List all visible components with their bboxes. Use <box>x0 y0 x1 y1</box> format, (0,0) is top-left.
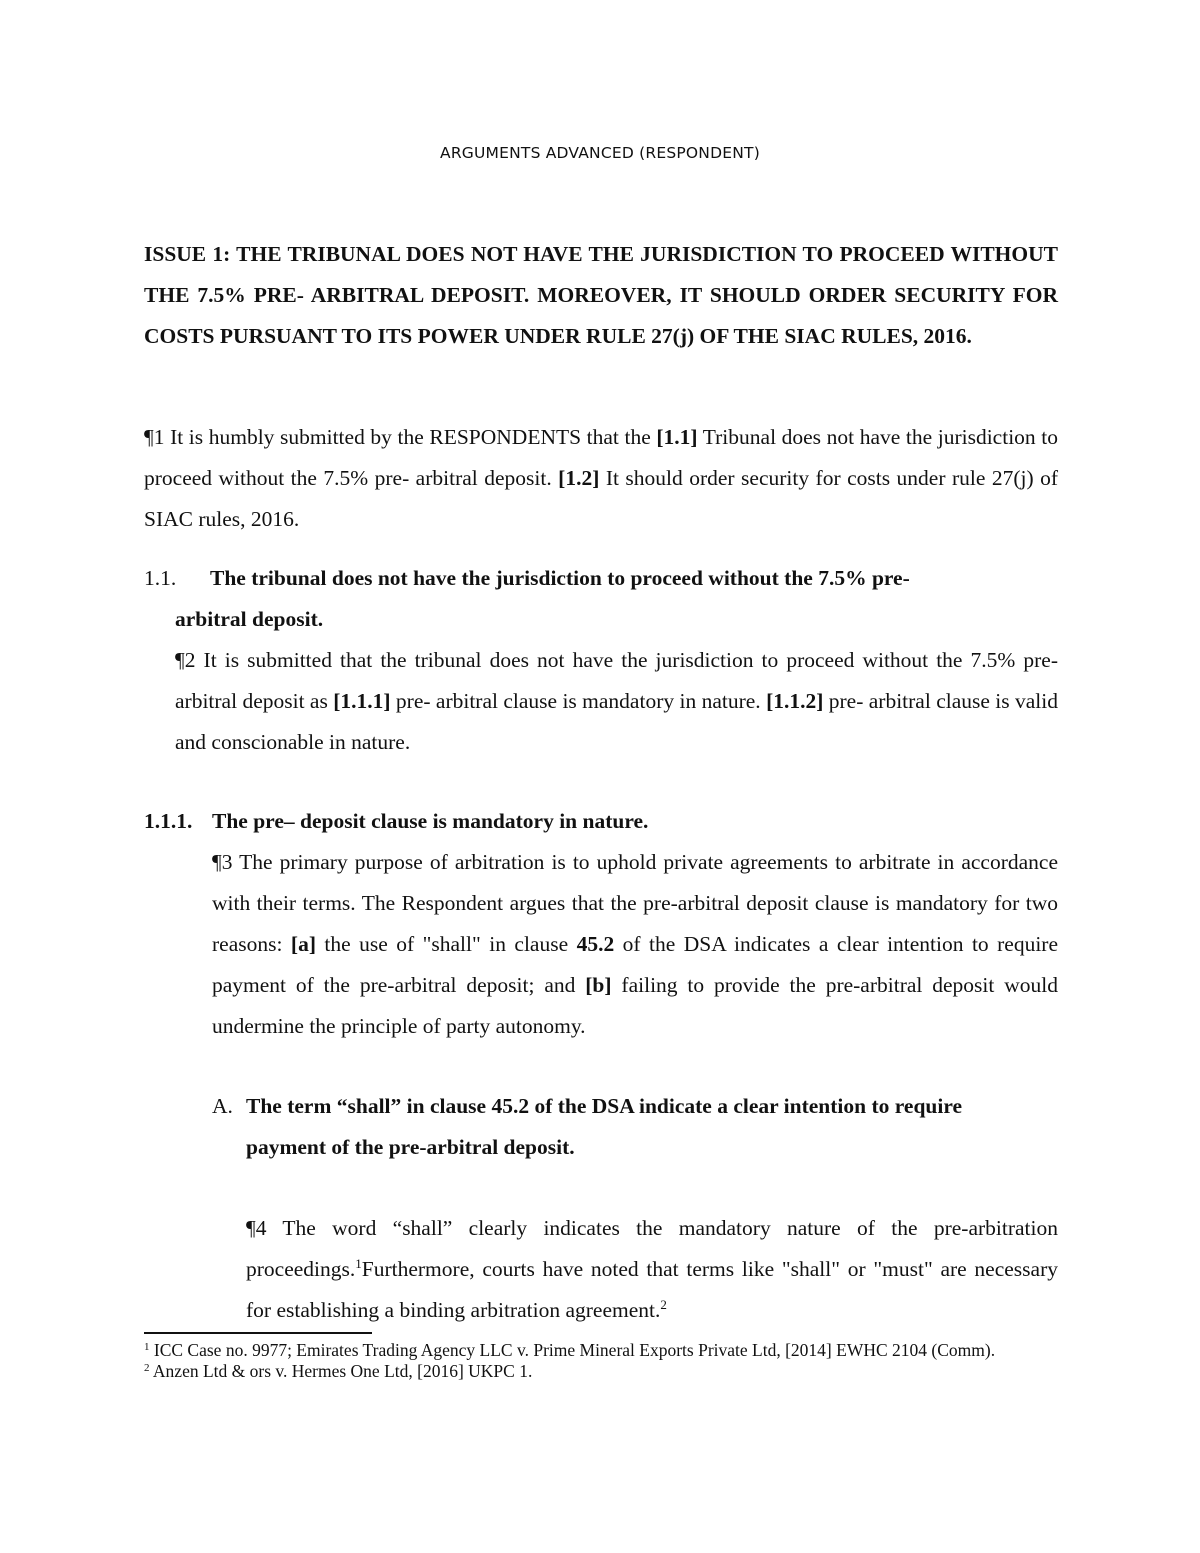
section-1-1-heading <box>144 558 1058 599</box>
paragraph-1: ¶1 It is humbly submitted by the RESPONDENTS that the [1.1] Tribunal does not have the jurisdiction to proceed without the 7.5% pre- arbitral deposit. [1.2] It should order security for costs under rule 27(j) of SIAC rules, 2016. <box>144 425 1058 531</box>
ref-1-2: [1.2] <box>558 466 600 490</box>
footnote-text: Anzen Ltd & ors v. Hermes One Ltd, [2016] UKPC 1. <box>149 1361 533 1381</box>
ref-1-1: [1.1] <box>656 425 698 449</box>
footnote-mark: 2 <box>144 1362 150 1374</box>
issue-heading: ISSUE 1: THE TRIBUNAL DOES NOT HAVE THE JURISDICTION TO PROCEED WITHOUT THE 7.5% PRE- ARBITRAL DEPOSIT. MOREOVER, IT SHOULD ORDER SECURITY FOR COSTS PURSUANT TO ITS POWER UNDER RULE 27(j) OF THE SIAC RULES, 2016. <box>144 242 1058 348</box>
paragraph-2: ¶2 It is submitted that the tribunal does not have the jurisdiction to proceed without the 7.5% pre- arbitral deposit as [1.1.1] pre- arbitral clause is mandatory in nature. [1.1.2] pre- arbitral clause is valid and conscionable in nature. <box>175 648 1059 754</box>
footnote-mark: 1 <box>144 1341 150 1353</box>
footnote-2 <box>144 1361 1058 1382</box>
section-title: The tribunal does not have the jurisdiction to proceed without the 7.5% pre- <box>210 566 910 590</box>
section-1-1-heading-cont: arbitral deposit. <box>175 607 324 631</box>
ref-1-1-2: [1.1.2] <box>766 689 824 713</box>
section-number: 1.1.1. <box>144 809 193 833</box>
footnote-ref-1[interactable]: 1 <box>355 1256 362 1271</box>
section-number: A. <box>212 1094 233 1118</box>
section-number: 1.1. <box>144 566 177 590</box>
footnote-text: ICC Case no. 9977; Emirates Trading Agency LLC v. Prime Mineral Exports Private Ltd, [2014] EWHC 2104 (Comm). <box>149 1340 996 1360</box>
ref-a: [a] <box>290 932 316 956</box>
paragraph-3: ¶3 The primary purpose of arbitration is to uphold private agreements to arbitrate in accordance with their terms. The Respondent argues that the pre-arbitral deposit clause is mandatory for two reasons: [a] the use of "shall" in clause 45.2 of the DSA indicates a clear intention to require payment of the pre-arbitral deposit; and [b] failing to provide the pre-arbitral deposit would undermine the principle of party autonomy. <box>212 850 1059 1038</box>
paragraph-4: ¶4 The word “shall” clearly indicates the mandatory nature of the pre-arbitration proceedings.$^1$Furthermore, courts have noted that terms like "shall" or "must" are necessary for establishing a binding arbitration agreement.$^2$ <box>246 1216 1058 1322</box>
footnote-1 <box>144 1340 1058 1361</box>
footnote-ref-2[interactable]: 2 <box>660 1297 667 1312</box>
ref-1-1-1: [1.1.1] <box>333 689 391 713</box>
footnotes <box>144 1340 1058 1382</box>
footnote-separator <box>144 1332 372 1334</box>
ref-clause-45-2: 45.2 <box>576 932 615 956</box>
page-heading: ARGUMENTS ADVANCED (RESPONDENT) <box>440 144 760 162</box>
section-title: The pre– deposit clause is mandatory in nature. <box>212 809 649 833</box>
section-title: The term “shall” in clause 45.2 of the DSA indicate a clear intention to require <box>246 1094 963 1118</box>
section-a-heading-cont: payment of the pre-arbitral deposit. <box>246 1135 575 1159</box>
ref-b: [b] <box>585 973 612 997</box>
section-a-heading <box>212 1086 1058 1127</box>
section-1-1-1-heading <box>144 801 1058 842</box>
